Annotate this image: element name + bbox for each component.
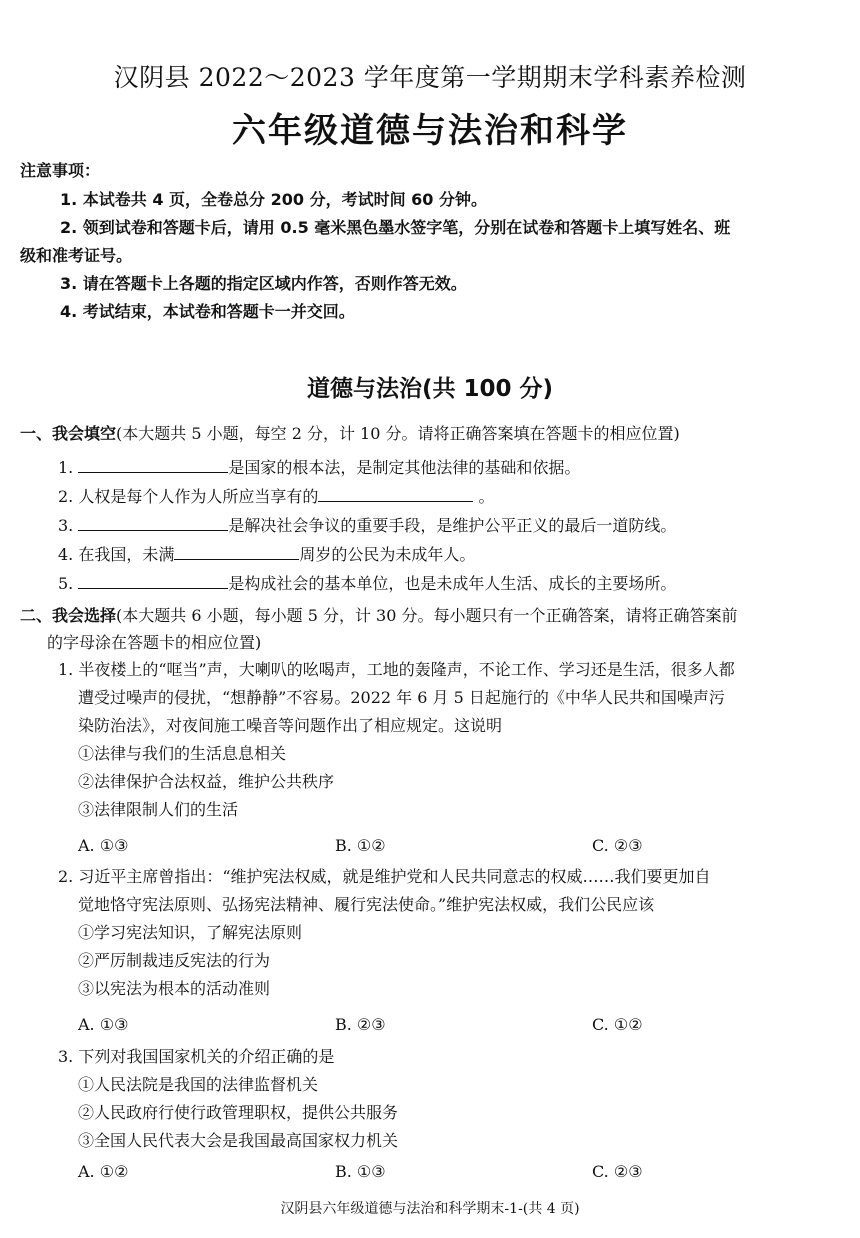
fill-q3-num: 3. xyxy=(58,516,74,535)
choice-q2-line: 2. 习近平主席曾指出：“维护宪法权威，就是维护党和人民共同意志的权威……我们要更加自 xyxy=(58,867,711,886)
choice-q3-option-a[interactable]: A. ①② xyxy=(78,1162,129,1181)
choice-q3-line: 3. 下列对我国国家机关的介绍正确的是 xyxy=(58,1047,335,1066)
part2-desc-2: 的字母涂在答题卡的相应位置) xyxy=(47,633,262,652)
fill-q4-blank[interactable] xyxy=(174,545,299,560)
notice-heading: 注意事项： xyxy=(20,161,101,180)
notice-item-4: 4. 考试结束，本试卷和答题卡一并交回。 xyxy=(60,302,355,321)
choice-q2-stem xyxy=(58,863,843,1003)
fill-q4-end: 周岁的公民为未成年人。 xyxy=(299,545,476,564)
choice-q3-item: ③全国人民代表大会是我国最高国家权力机关 xyxy=(78,1131,399,1150)
notice-item-2-cont: 级和准考证号。 xyxy=(20,246,133,265)
fill-q2-blank[interactable] xyxy=(318,487,473,502)
page-footer: 汉阴县六年级道德与法治和科学期末-1-(共 4 页) xyxy=(280,1201,580,1217)
choice-q1-option-c[interactable]: C. ②③ xyxy=(592,836,643,855)
fill-q4 xyxy=(58,542,475,565)
fill-q1-text: 是国家的根本法，是制定其他法律的基础和依据。 xyxy=(228,458,581,477)
section-title: 道德与法治(共 100 分) xyxy=(306,376,554,402)
choice-q2-line: 觉地恪守宪法原则、弘扬宪法精神、履行宪法使命。”维护宪法权威，我们公民应该 xyxy=(78,895,655,914)
fill-q5-num: 5. xyxy=(58,574,74,593)
part1-header xyxy=(20,420,845,447)
choice-q1-line: 遭受过噪声的侵扰，“想静静”不容易。2022 年 6 月 5 日起施行的《中华人民共和国噪声污 xyxy=(78,688,725,707)
choice-q2-option-c[interactable]: C. ①② xyxy=(592,1015,643,1034)
choice-q1-stem xyxy=(58,656,843,824)
choice-q1-line: 染防治法》，对夜间施工噪音等问题作出了相应规定。这说明 xyxy=(78,716,503,735)
fill-q3-blank[interactable] xyxy=(78,516,228,531)
fill-q5 xyxy=(58,571,676,594)
exam-title: 汉阴县 2022～2023 学年度第一学期期末学科素养检测 xyxy=(113,63,747,92)
fill-q1-blank[interactable] xyxy=(78,458,228,473)
subject-title: 六年级道德与法治和科学 xyxy=(232,111,628,151)
choice-q1-option-b[interactable]: B. ①② xyxy=(335,836,386,855)
notice-list xyxy=(20,186,840,326)
part1-heading: 一、我会填空 xyxy=(20,424,117,443)
choice-q3-item: ②人民政府行使行政管理职权，提供公共服务 xyxy=(78,1103,399,1122)
choice-q2-item: ③以宪法为根本的活动准则 xyxy=(78,979,271,998)
choice-q3-item: ①人民法院是我国的法律监督机关 xyxy=(78,1075,319,1094)
choice-q2-item: ②严厉制裁违反宪法的行为 xyxy=(78,951,271,970)
fill-q1-num: 1. xyxy=(58,458,74,477)
choice-q1-option-a[interactable]: A. ①③ xyxy=(78,836,129,855)
fill-q2 xyxy=(58,484,494,507)
fill-q3-text: 是解决社会争议的重要手段，是维护公平正义的最后一道防线。 xyxy=(228,516,677,535)
part2-desc-1: (本大题共 6 小题，每小题 5 分，计 30 分。每小题只有一个正确答案，请将正确答案前 xyxy=(116,606,738,625)
choice-q2-option-a[interactable]: A. ①③ xyxy=(78,1015,129,1034)
notice-item-2: 2. 领到试卷和答题卡后，请用 0.5 毫米黑色墨水签字笔，分别在试卷和答题卡上填写姓名、班 xyxy=(60,218,731,237)
choice-q2-item: ①学习宪法知识，了解宪法原则 xyxy=(78,923,303,942)
choice-q3-stem xyxy=(58,1043,843,1155)
fill-q4-text: 4. 在我国，未满 xyxy=(58,545,175,564)
part1-desc: (本大题共 5 小题，每空 2 分，计 10 分。请将正确答案填在答题卡的相应位置) xyxy=(116,424,680,443)
fill-q5-blank[interactable] xyxy=(78,574,228,589)
choice-q1-line: 1. 半夜楼上的“哐当”声，大喇叭的吆喝声，工地的轰隆声，不论工作、学习还是生活，很多人都 xyxy=(58,660,735,679)
fill-q2-text: 2. 人权是每个人作为人所应当享有的 xyxy=(58,487,319,506)
fill-q1 xyxy=(58,455,580,478)
choice-q3-option-b[interactable]: B. ①③ xyxy=(335,1162,386,1181)
fill-q5-text: 是构成社会的基本单位，也是未成年人生活、成长的主要场所。 xyxy=(228,574,677,593)
fill-q3 xyxy=(58,513,676,536)
choice-q1-item: ①法律与我们的生活息息相关 xyxy=(78,744,287,763)
notice-item-1: 1. 本试卷共 4 页，全卷总分 200 分，考试时间 60 分钟。 xyxy=(60,190,488,209)
choice-q1-item: ③法律限制人们的生活 xyxy=(78,800,239,819)
part2-header xyxy=(20,602,845,656)
part2-heading: 二、我会选择 xyxy=(20,606,117,625)
notice-item-3: 3. 请在答题卡上各题的指定区域内作答，否则作答无效。 xyxy=(60,274,467,293)
choice-q2-option-b[interactable]: B. ②③ xyxy=(335,1015,386,1034)
choice-q1-item: ②法律保护合法权益，维护公共秩序 xyxy=(78,772,335,791)
fill-q2-end: 。 xyxy=(478,487,495,506)
choice-q3-option-c[interactable]: C. ②③ xyxy=(592,1162,643,1181)
